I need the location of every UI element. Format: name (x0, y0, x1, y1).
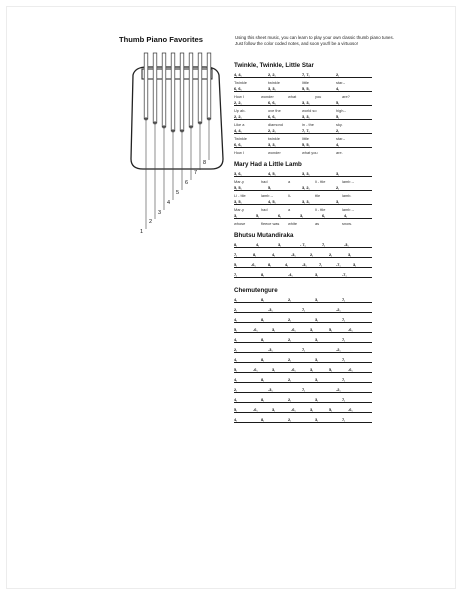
note-cell: 6, 6, (234, 86, 242, 91)
lyric-cell: lamb. (342, 193, 352, 198)
note-cell: 5, 5, (234, 185, 242, 190)
note-cell: 7, 7, (302, 128, 310, 133)
note-cell: 7, (342, 417, 346, 422)
note-cell: 2, (234, 307, 238, 312)
note-cell: 2, 2, (268, 128, 276, 133)
note-cell: -3, (268, 387, 273, 392)
lyric-cell: whose (234, 221, 246, 226)
note-cell: 2, (288, 337, 292, 342)
lyric-cell: what you (302, 150, 318, 155)
lyric-cell: had (261, 207, 268, 212)
lyric-cell: twinkle (268, 136, 280, 141)
note-cell: 3, (310, 407, 314, 412)
note-cell: 8, (261, 377, 265, 382)
note-cell: 4, (344, 213, 348, 218)
note-cell: 5, (329, 407, 333, 412)
tine-tip-5 (180, 129, 183, 132)
note-cell: 2, (288, 397, 292, 402)
lyric-cell: Mar-y (234, 179, 244, 184)
lyric-line (234, 149, 372, 155)
note-line (234, 386, 372, 393)
song-block (234, 62, 372, 155)
note-cell: 5, (234, 407, 238, 412)
lyric-line (234, 135, 372, 141)
note-line (234, 212, 372, 219)
note-cell: -3, (302, 262, 307, 267)
tine-3 (162, 53, 166, 127)
key-label-4: 4 (167, 200, 171, 206)
lyric-cell: white (288, 221, 298, 226)
lyric-cell: li - ttle (315, 179, 326, 184)
lyric-cell: as (315, 221, 320, 226)
note-cell: 3, (300, 213, 304, 218)
note-cell: 7, (342, 317, 346, 322)
song-title: Chemutengure (234, 287, 278, 294)
lyric-cell: Twinkle (234, 80, 247, 85)
lyric-cell: are? (342, 94, 350, 99)
note-cell: 7, (302, 307, 306, 312)
lyric-cell: Li - ttle (234, 193, 246, 198)
songs-column (234, 62, 372, 432)
note-cell: 6, 6, (268, 100, 276, 105)
note-cell: 7, 7, (302, 72, 310, 77)
lyric-line (234, 93, 372, 99)
note-cell: -7, (336, 262, 341, 267)
tine-5 (180, 53, 184, 131)
key-label-7: 7 (194, 170, 198, 176)
note-cell: 2, (234, 387, 238, 392)
lyric-cell: world so (302, 108, 317, 113)
lyric-cell: had (261, 179, 268, 184)
note-cell: 2, (288, 357, 292, 362)
note-cell: 7, (234, 252, 238, 257)
note-cell: -3, (344, 242, 349, 247)
note-line (234, 113, 372, 120)
lyric-cell: lamb -- (342, 207, 355, 212)
note-cell: -2, (336, 347, 341, 352)
key-label-5: 5 (176, 190, 180, 196)
note-cell: 2, 2, (234, 114, 242, 119)
note-cell: 2, (288, 377, 292, 382)
sheet-page (6, 6, 456, 589)
note-cell: 5, 5, (302, 86, 310, 91)
note-cell: 5, (268, 185, 272, 190)
note-cell: 8, (261, 297, 265, 302)
note-cell: 5, (234, 262, 238, 267)
lyric-cell: ttle (315, 193, 321, 198)
note-cell: 4, (336, 86, 340, 91)
note-cell: 4, 5, (268, 199, 276, 204)
note-cell: 3, 3, (268, 142, 276, 147)
note-cell: 4, (234, 317, 238, 322)
note-line (234, 271, 372, 278)
note-cell: 3, (278, 242, 282, 247)
note-cell: 7, (342, 357, 346, 362)
note-cell: 3, (315, 397, 319, 402)
lyric-cell: Mar-y (234, 207, 244, 212)
note-line (234, 261, 372, 268)
tine-8 (207, 53, 211, 119)
note-line (234, 296, 372, 303)
note-cell: -4, (288, 272, 293, 277)
note-cell: 4, (234, 377, 238, 382)
song-title: Bhutsu Mutandiraka (234, 232, 294, 239)
note-cell: 3, (315, 357, 319, 362)
thumb-piano-diagram (107, 49, 227, 239)
lyric-line (234, 206, 372, 212)
note-cell: 3, 2, (302, 185, 310, 190)
note-cell: 3, (310, 327, 314, 332)
note-line (234, 127, 372, 134)
lyric-cell: in - the (302, 122, 314, 127)
note-cell: 6, (278, 213, 282, 218)
lyric-cell: wonder (261, 94, 274, 99)
key-label-1: 1 (140, 229, 144, 235)
note-cell: 3, (348, 252, 352, 257)
lyric-cell: a (288, 207, 291, 212)
note-cell: -6, (348, 367, 353, 372)
note-cell: 5, (256, 213, 260, 218)
key-label-8: 8 (203, 160, 207, 166)
note-line (234, 170, 372, 177)
note-cell: 2, (336, 128, 340, 133)
note-cell: 7, (342, 337, 346, 342)
lyric-cell: How I (234, 150, 244, 155)
note-cell: -3, (291, 252, 296, 257)
lyric-cell: are. (336, 150, 343, 155)
note-cell: 2, 2, (268, 72, 276, 77)
note-cell: 2, (329, 252, 333, 257)
lyric-line (234, 121, 372, 127)
note-cell: 3, (234, 213, 238, 218)
note-cell: 3, (315, 337, 319, 342)
key-label-6: 6 (185, 180, 189, 186)
note-cell: -6, (253, 407, 258, 412)
note-line (234, 346, 372, 353)
note-cell: 8, (261, 417, 265, 422)
lyric-cell: sky. (336, 122, 343, 127)
lyric-cell: little (302, 80, 309, 85)
note-cell: 8, (261, 272, 265, 277)
note-cell: 3, (272, 407, 276, 412)
tine-tip-3 (162, 125, 165, 128)
note-line (234, 396, 372, 403)
lyric-cell: li - ttle (315, 207, 326, 212)
note-cell: 2, (288, 417, 292, 422)
lyric-cell: How I (234, 94, 244, 99)
note-cell: 4, (285, 262, 289, 267)
lyric-cell: what (288, 94, 297, 99)
tine-6 (189, 53, 193, 127)
lyric-cell: diamond (268, 122, 283, 127)
tine-2 (153, 53, 157, 123)
tine-7 (198, 53, 202, 123)
note-cell: 7, (319, 262, 323, 267)
note-cell: 4, (256, 242, 260, 247)
note-cell: 2, (310, 252, 314, 257)
lyric-cell: Up ab- (234, 108, 246, 113)
note-cell: 7, (302, 347, 306, 352)
note-cell: -6, (348, 327, 353, 332)
lyric-line (234, 107, 372, 113)
note-cell: 3, (336, 199, 340, 204)
tine-1 (144, 53, 148, 119)
note-cell: 3, (315, 317, 319, 322)
note-cell: 3, (272, 327, 276, 332)
note-cell: 5, (329, 367, 333, 372)
note-cell: 4, 5, (268, 171, 276, 176)
note-cell: 5, (329, 327, 333, 332)
note-cell: 4, (234, 357, 238, 362)
note-cell: 7, (322, 242, 326, 247)
note-cell: 3, (336, 171, 340, 176)
note-cell: -6, (253, 327, 258, 332)
lyric-line (234, 220, 372, 226)
note-line (234, 376, 372, 383)
lyric-cell: a (288, 179, 291, 184)
note-cell: 5, (336, 114, 340, 119)
note-cell: 3, 5, (234, 199, 242, 204)
note-cell: 4, (234, 297, 238, 302)
note-cell: 4, (272, 252, 276, 257)
note-cell: -3, (268, 347, 273, 352)
note-cell: 2, 2, (234, 100, 242, 105)
note-cell: 5, (336, 100, 340, 105)
lyric-cell: wonder (268, 150, 281, 155)
note-cell: 3, (272, 367, 276, 372)
note-cell: 2, (288, 317, 292, 322)
note-cell: -6, (253, 367, 258, 372)
note-cell: -6, (291, 327, 296, 332)
note-cell: 5, (234, 367, 238, 372)
note-cell: -6, (291, 407, 296, 412)
note-line (234, 198, 372, 205)
tine-tip-1 (144, 117, 147, 120)
note-line (234, 251, 372, 258)
note-cell: 3, (315, 417, 319, 422)
note-cell: -7, (342, 272, 347, 277)
note-cell: 5, 5, (302, 142, 310, 147)
note-cell: 8, (253, 252, 257, 257)
note-cell: 7, (342, 377, 346, 382)
note-cell: 8, (234, 242, 238, 247)
note-cell: 6, (322, 213, 326, 218)
note-cell: 3, (315, 272, 319, 277)
note-cell: -6, (291, 367, 296, 372)
note-cell: 3, 3, (302, 114, 310, 119)
lyric-cell: li- (288, 193, 292, 198)
lyric-cell: star-- (336, 80, 346, 85)
note-line (234, 85, 372, 92)
note-cell: -2, (336, 387, 341, 392)
note-cell: 8, (261, 317, 265, 322)
lyric-line (234, 178, 372, 184)
tine-tip-7 (198, 121, 201, 124)
note-cell: 6, 6, (268, 114, 276, 119)
lyric-cell: star-- (336, 136, 346, 141)
lyric-cell: lamb -- (261, 193, 274, 198)
note-cell: 4, (234, 397, 238, 402)
note-line (234, 141, 372, 148)
note-line (234, 416, 372, 423)
note-cell: 3, 3, (302, 100, 310, 105)
note-cell: 4, (234, 417, 238, 422)
note-line (234, 356, 372, 363)
tine-tip-2 (153, 121, 156, 124)
tine-4 (171, 53, 175, 131)
note-line (234, 99, 372, 106)
note-line (234, 326, 372, 333)
note-line (234, 71, 372, 78)
note-cell: 3, (315, 297, 319, 302)
lyric-cell: lamb -- (342, 179, 355, 184)
note-cell: 4, 4, (234, 128, 242, 133)
note-cell: 4, (234, 337, 238, 342)
lyric-cell: Like a (234, 122, 245, 127)
lyric-cell: twinkle (268, 80, 280, 85)
note-cell: 5, (234, 327, 238, 332)
lyric-cell: fleece was (261, 221, 280, 226)
note-cell: 8, (261, 397, 265, 402)
note-cell: 3, 3, (302, 171, 310, 176)
note-cell: 4, (336, 142, 340, 147)
note-line (234, 306, 372, 313)
page-title: Thumb Piano Favorites (119, 35, 203, 44)
note-cell: -6, (251, 262, 256, 267)
note-cell: 7, (342, 397, 346, 402)
lyric-cell: little (302, 136, 309, 141)
song-block (234, 232, 372, 281)
note-cell: 2, (288, 297, 292, 302)
note-cell: 3, 3, (302, 199, 310, 204)
tine-tip-8 (207, 117, 210, 120)
note-line (234, 184, 372, 191)
note-line (234, 241, 372, 248)
song-block (234, 287, 372, 426)
note-cell: 2, (234, 347, 238, 352)
lyric-line (234, 192, 372, 198)
lyric-cell: ove the (268, 108, 281, 113)
note-cell: 8, (261, 337, 265, 342)
intro-text: Using this sheet music, you can learn to play your own classic thumb piano tunes. Just follow the color coded notes, and soon you'll be a virtuoso! (235, 35, 394, 46)
song-title: Twinkle, Twinkle, Little Star (234, 62, 314, 69)
note-cell: 6, 6, (234, 142, 242, 147)
note-cell: -3, (268, 307, 273, 312)
key-label-2: 2 (149, 219, 153, 225)
note-line (234, 336, 372, 343)
note-cell: 3, (310, 367, 314, 372)
note-cell: 3, 6, (234, 171, 242, 176)
note-cell: 8, (268, 262, 272, 267)
lyric-cell: Twinkle (234, 136, 247, 141)
lyric-cell: snow. (342, 221, 352, 226)
note-cell: 7, (234, 272, 238, 277)
note-cell: 3, 3, (268, 86, 276, 91)
note-cell: 3, (315, 377, 319, 382)
note-cell: 4, 4, (234, 72, 242, 77)
note-line (234, 406, 372, 413)
note-cell: 8, (261, 357, 265, 362)
lyric-cell: you (315, 94, 322, 99)
note-cell: -6, (348, 407, 353, 412)
lyric-line (234, 79, 372, 85)
note-cell: 3, (353, 262, 357, 267)
note-cell: 7, (342, 297, 346, 302)
lyric-cell: high-- (336, 108, 346, 113)
note-line (234, 316, 372, 323)
note-cell: -2, (336, 307, 341, 312)
note-cell: 2, (336, 185, 340, 190)
tine-tip-4 (171, 129, 174, 132)
tine-tip-6 (189, 125, 192, 128)
song-title: Mary Had a Little Lamb (234, 161, 302, 168)
note-cell: - 7, (300, 242, 306, 247)
song-block (234, 161, 372, 226)
note-cell: 2, (336, 72, 340, 77)
note-cell: 7, (302, 387, 306, 392)
key-label-3: 3 (158, 210, 162, 216)
note-line (234, 366, 372, 373)
